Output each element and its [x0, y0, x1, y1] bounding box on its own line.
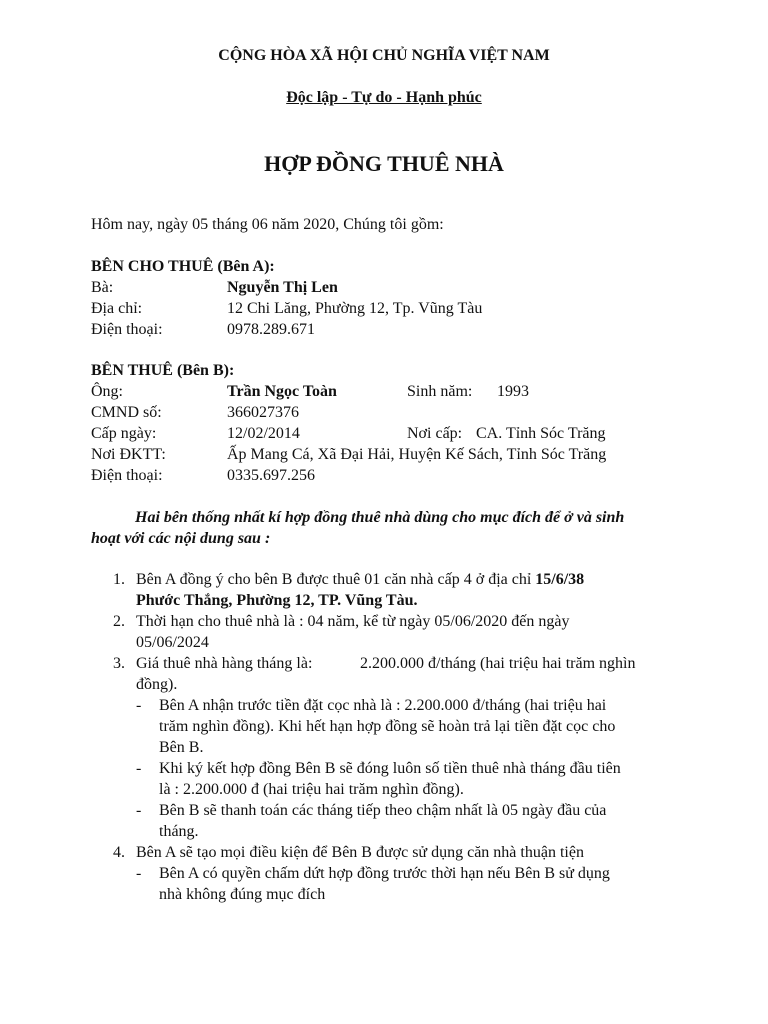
term-3-label: Giá thuê nhà hàng tháng là:: [136, 655, 313, 672]
party-b-birth-year: 1993: [497, 383, 529, 400]
party-b-id-number: 366027376: [227, 404, 299, 421]
term-3-sub-2-line-2: là : 2.200.000 đ (hai triệu hai trăm nghìn đồng).: [159, 781, 464, 798]
term-3-sub-1-dash: -: [136, 697, 142, 714]
party-a-name: Nguyễn Thị Len: [227, 279, 338, 296]
term-2-number: 2.: [113, 613, 125, 630]
document-title: HỢP ĐỒNG THUÊ NHÀ: [264, 151, 504, 176]
term-3-line-2: đồng).: [136, 676, 178, 693]
term-1-line-1: [136, 570, 584, 591]
term-3-sub-2-dash: -: [136, 760, 142, 777]
term-1-address-end: Phước Thắng, Phường 12, TP. Vũng Tàu.: [136, 592, 418, 609]
term-3-sub-1-line-2: trăm nghìn đồng). Khi hết hạn hợp đồng sẽ hoàn trả lại tiền đặt cọc cho: [159, 718, 616, 735]
party-b-phone-label: Điện thoại:: [91, 467, 163, 484]
party-a-name-label: Bà:: [91, 279, 114, 296]
party-b-residence-label: Nơi ĐKTT:: [91, 446, 166, 463]
term-2-line-1: Thời hạn cho thuê nhà là : 04 năm, kể từ ngày 05/06/2020 đến ngày: [136, 613, 570, 630]
term-3-sub-1-line-3: Bên B.: [159, 739, 204, 756]
term-3-sub-2-line-1: Khi ký kết hợp đồng Bên B sẽ đóng luôn số tiền thuê nhà tháng đầu tiên: [159, 760, 621, 777]
party-b-issue-date: 12/02/2014: [227, 425, 300, 442]
party-b-id-label: CMND số:: [91, 404, 162, 421]
term-3-number: 3.: [113, 655, 125, 672]
party-b-name-label: Ông:: [91, 383, 123, 400]
term-4-sub-1-line-2: nhà không đúng mục đích: [159, 886, 326, 903]
party-b-issue-place: CA. Tỉnh Sóc Trăng: [476, 425, 606, 442]
party-a-heading: BÊN CHO THUÊ (Bên A):: [91, 258, 275, 275]
motto-text: Độc lập - Tự do - Hạnh phúc: [286, 89, 482, 106]
party-b-heading: BÊN THUÊ (Bên B):: [91, 362, 235, 379]
term-3-sub-3-line-1: Bên B sẽ thanh toán các tháng tiếp theo chậm nhất là 05 ngày đầu của: [159, 802, 607, 819]
term-1-address-start: 15/6/38: [535, 571, 585, 588]
term-4-sub-1-line-1: Bên A có quyền chấm dứt hợp đồng trước thời hạn nếu Bên B sử dụng: [159, 865, 610, 882]
party-b-name: Trần Ngọc Toàn: [227, 383, 337, 400]
term-4-line-1: Bên A sẽ tạo mọi điều kiện để Bên B được sử dụng căn nhà thuận tiện: [136, 844, 584, 861]
party-b-residence: Ấp Mang Cá, Xã Đại Hải, Huyện Kế Sách, Tỉnh Sóc Trăng: [227, 446, 607, 463]
party-b-phone: 0335.697.256: [227, 467, 315, 484]
party-a-address-label: Địa chỉ:: [91, 300, 143, 317]
party-a-phone: 0978.289.671: [227, 321, 315, 338]
term-1-number: 1.: [113, 571, 125, 588]
term-2-line-2: 05/06/2024: [136, 634, 209, 651]
party-b-birth-label: Sinh năm:: [407, 383, 473, 400]
intro-line: Hôm nay, ngày 05 tháng 06 năm 2020, Chúng tôi gồm:: [91, 216, 444, 233]
term-3-price: 2.200.000 đ/tháng (hai triệu hai trăm nghìn: [360, 655, 636, 672]
motto: [0, 88, 768, 109]
term-4-number: 4.: [113, 844, 125, 861]
party-a-address: 12 Chi Lăng, Phường 12, Tp. Vũng Tàu: [227, 300, 483, 317]
term-1-text: Bên A đồng ý cho bên B được thuê 01 căn nhà cấp 4 ở địa chỉ: [136, 571, 536, 588]
party-b-issue-date-label: Cấp ngày:: [91, 425, 157, 442]
term-3-sub-1-line-1: Bên A nhận trước tiền đặt cọc nhà là : 2.200.000 đ/tháng (hai triệu hai: [159, 697, 607, 714]
term-4-sub-1-dash: -: [136, 865, 142, 882]
party-a-phone-label: Điện thoại:: [91, 321, 163, 338]
term-3-sub-3-line-2: tháng.: [159, 823, 199, 840]
nation-heading: CỘNG HÒA XÃ HỘI CHỦ NGHĨA VIỆT NAM: [218, 47, 550, 64]
party-b-issue-place-label: Nơi cấp:: [407, 425, 463, 442]
agreement-line-1: Hai bên thống nhất kí hợp đồng thuê nhà dùng cho mục đích để ở và sinh: [135, 509, 625, 526]
term-3-sub-3-dash: -: [136, 802, 142, 819]
agreement-line-2: hoạt với các nội dung sau :: [91, 530, 271, 547]
